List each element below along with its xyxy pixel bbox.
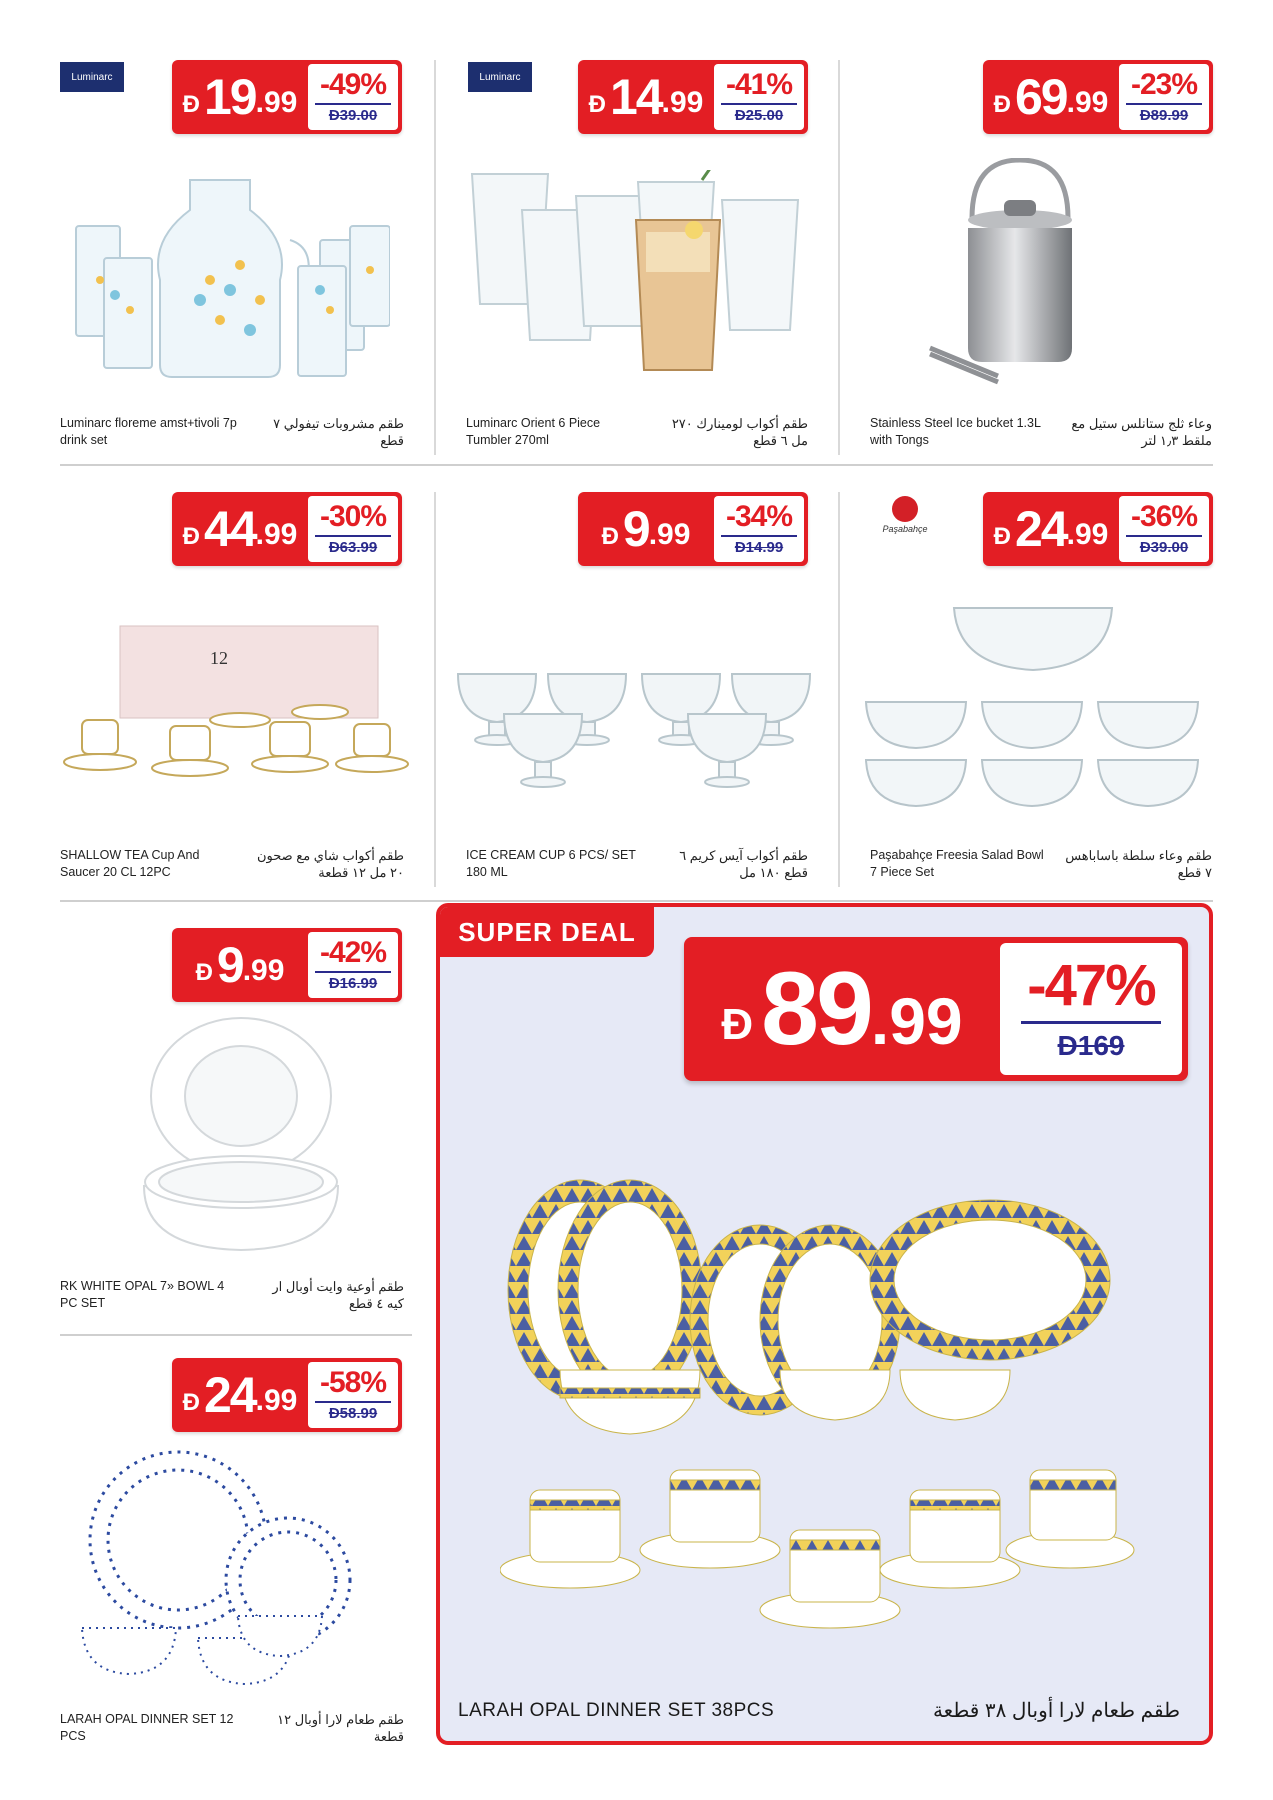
old-price: Đ14.99	[734, 539, 784, 556]
old-price: Đ25.00	[734, 107, 784, 124]
dinner-set-38-image	[500, 1170, 1140, 1640]
discount-percent: -36%	[1130, 500, 1198, 533]
luminarc-logo: Luminarc	[468, 62, 532, 92]
product-name-en: ICE CREAM CUP 6 PCS/ SET 180 ML	[466, 848, 636, 879]
svg-text:12: 12	[210, 648, 228, 668]
discount-percent: -47%	[1027, 952, 1155, 1018]
old-price: Đ169	[1057, 1029, 1125, 1061]
product-name-en: RK WHITE OPAL 7» BOWL 4 PC SET	[60, 1279, 225, 1310]
row-divider	[60, 1334, 412, 1336]
price-tag[interactable]: Đ 9 .99 -42% Đ16.99	[172, 928, 402, 1002]
product-name-en: Stainless Steel Ice bucket 1.3L with Tongs	[870, 416, 1041, 447]
super-deal-label: SUPER DEAL	[440, 907, 654, 957]
pasabahce-logo: Paşabahçe	[870, 496, 940, 534]
discount-percent: -58%	[319, 1366, 387, 1399]
column-divider	[838, 492, 840, 887]
old-price: Đ39.00	[1139, 539, 1189, 556]
product-name-ar: طقم أوعية وايت أوبال ار كيه ٤ قطع	[272, 1279, 404, 1311]
price-tag[interactable]: Đ 44 .99 -30% Đ63.99	[172, 492, 402, 566]
product-name-ar: طقم أكواب لومينارك ٢٧٠ مل ٦ قطع	[671, 416, 808, 448]
price-tag[interactable]: Đ 14 .99 -41% Đ25.00	[578, 60, 808, 134]
product-name-en: Luminarc floreme amst+tivoli 7p drink set	[60, 416, 237, 447]
product-name-en: Paşabahçe Freesia Salad Bowl 7 Piece Set	[870, 848, 1044, 879]
dinner-set-12-image	[78, 1450, 398, 1690]
discount-percent: -23%	[1130, 68, 1198, 101]
row-divider	[60, 900, 1213, 902]
price-tag[interactable]: Đ 19 .99 -49% Đ39.00	[172, 60, 402, 134]
price-tag[interactable]: Đ 69 .99 -23% Đ89.99	[983, 60, 1213, 134]
product-name-ar: طقم أكواب شاي مع صحون ٢٠ مل ١٢ قطعة	[257, 848, 404, 880]
column-divider	[838, 60, 840, 455]
old-price: Đ39.00	[328, 107, 378, 124]
super-deal-name-ar: طقم طعام لارا أوبال ٣٨ قطعة	[932, 1700, 1180, 1722]
product-name-en: SHALLOW TEA Cup And Saucer 20 CL 12PC	[60, 848, 200, 879]
super-deal-name-en: LARAH OPAL DINNER SET 38PCS	[458, 1700, 775, 1721]
price-tag[interactable]: Đ 9 .99 -34% Đ14.99	[578, 492, 808, 566]
row-divider	[60, 464, 1213, 466]
ice-cream-cups-image	[456, 664, 816, 800]
ice-bucket-image	[920, 158, 1120, 398]
product-name-en: Luminarc Orient 6 Piece Tumbler 270ml	[466, 416, 601, 447]
drink-set-image	[70, 170, 390, 380]
salad-bowls-image	[862, 604, 1212, 814]
old-price: Đ63.99	[328, 539, 378, 556]
product-name-ar: طقم طعام لارا أوبال ١٢ قطعة	[277, 1712, 404, 1744]
luminarc-logo: Luminarc	[60, 62, 124, 92]
discount-percent: -41%	[725, 68, 793, 101]
product-name-ar: طقم وعاء سلطة باساباهس ٧ قطع	[1065, 848, 1212, 880]
old-price: Đ16.99	[328, 975, 378, 992]
opal-bowl-image	[136, 1016, 346, 1252]
product-name-en: LARAH OPAL DINNER SET 12 PCS	[60, 1712, 234, 1743]
discount-percent: -49%	[319, 68, 387, 101]
old-price: Đ89.99	[1139, 107, 1189, 124]
discount-percent: -42%	[319, 936, 387, 969]
product-name-ar: طقم أكواب آيس كريم ٦ قطع ١٨٠ مل	[679, 848, 808, 880]
tumbler-image	[466, 170, 806, 380]
product-name-ar: وعاء ثلج ستانلس ستيل مع ملقط ١٫٣ لتر	[1071, 416, 1212, 448]
discount-percent: -30%	[319, 500, 387, 533]
old-price: Đ58.99	[328, 1405, 378, 1422]
price-tag[interactable]: Đ 24 .99 -36% Đ39.00	[983, 492, 1213, 566]
super-deal-price-tag[interactable]: Đ 89 .99 -47% Đ169	[684, 937, 1188, 1081]
column-divider	[434, 492, 436, 887]
price-tag[interactable]: Đ 24 .99 -58% Đ58.99	[172, 1358, 402, 1432]
tea-set-image	[60, 620, 410, 780]
column-divider	[434, 60, 436, 455]
product-name-ar: طقم مشروبات تيفولي ٧ قطع	[273, 416, 404, 448]
discount-percent: -34%	[725, 500, 793, 533]
